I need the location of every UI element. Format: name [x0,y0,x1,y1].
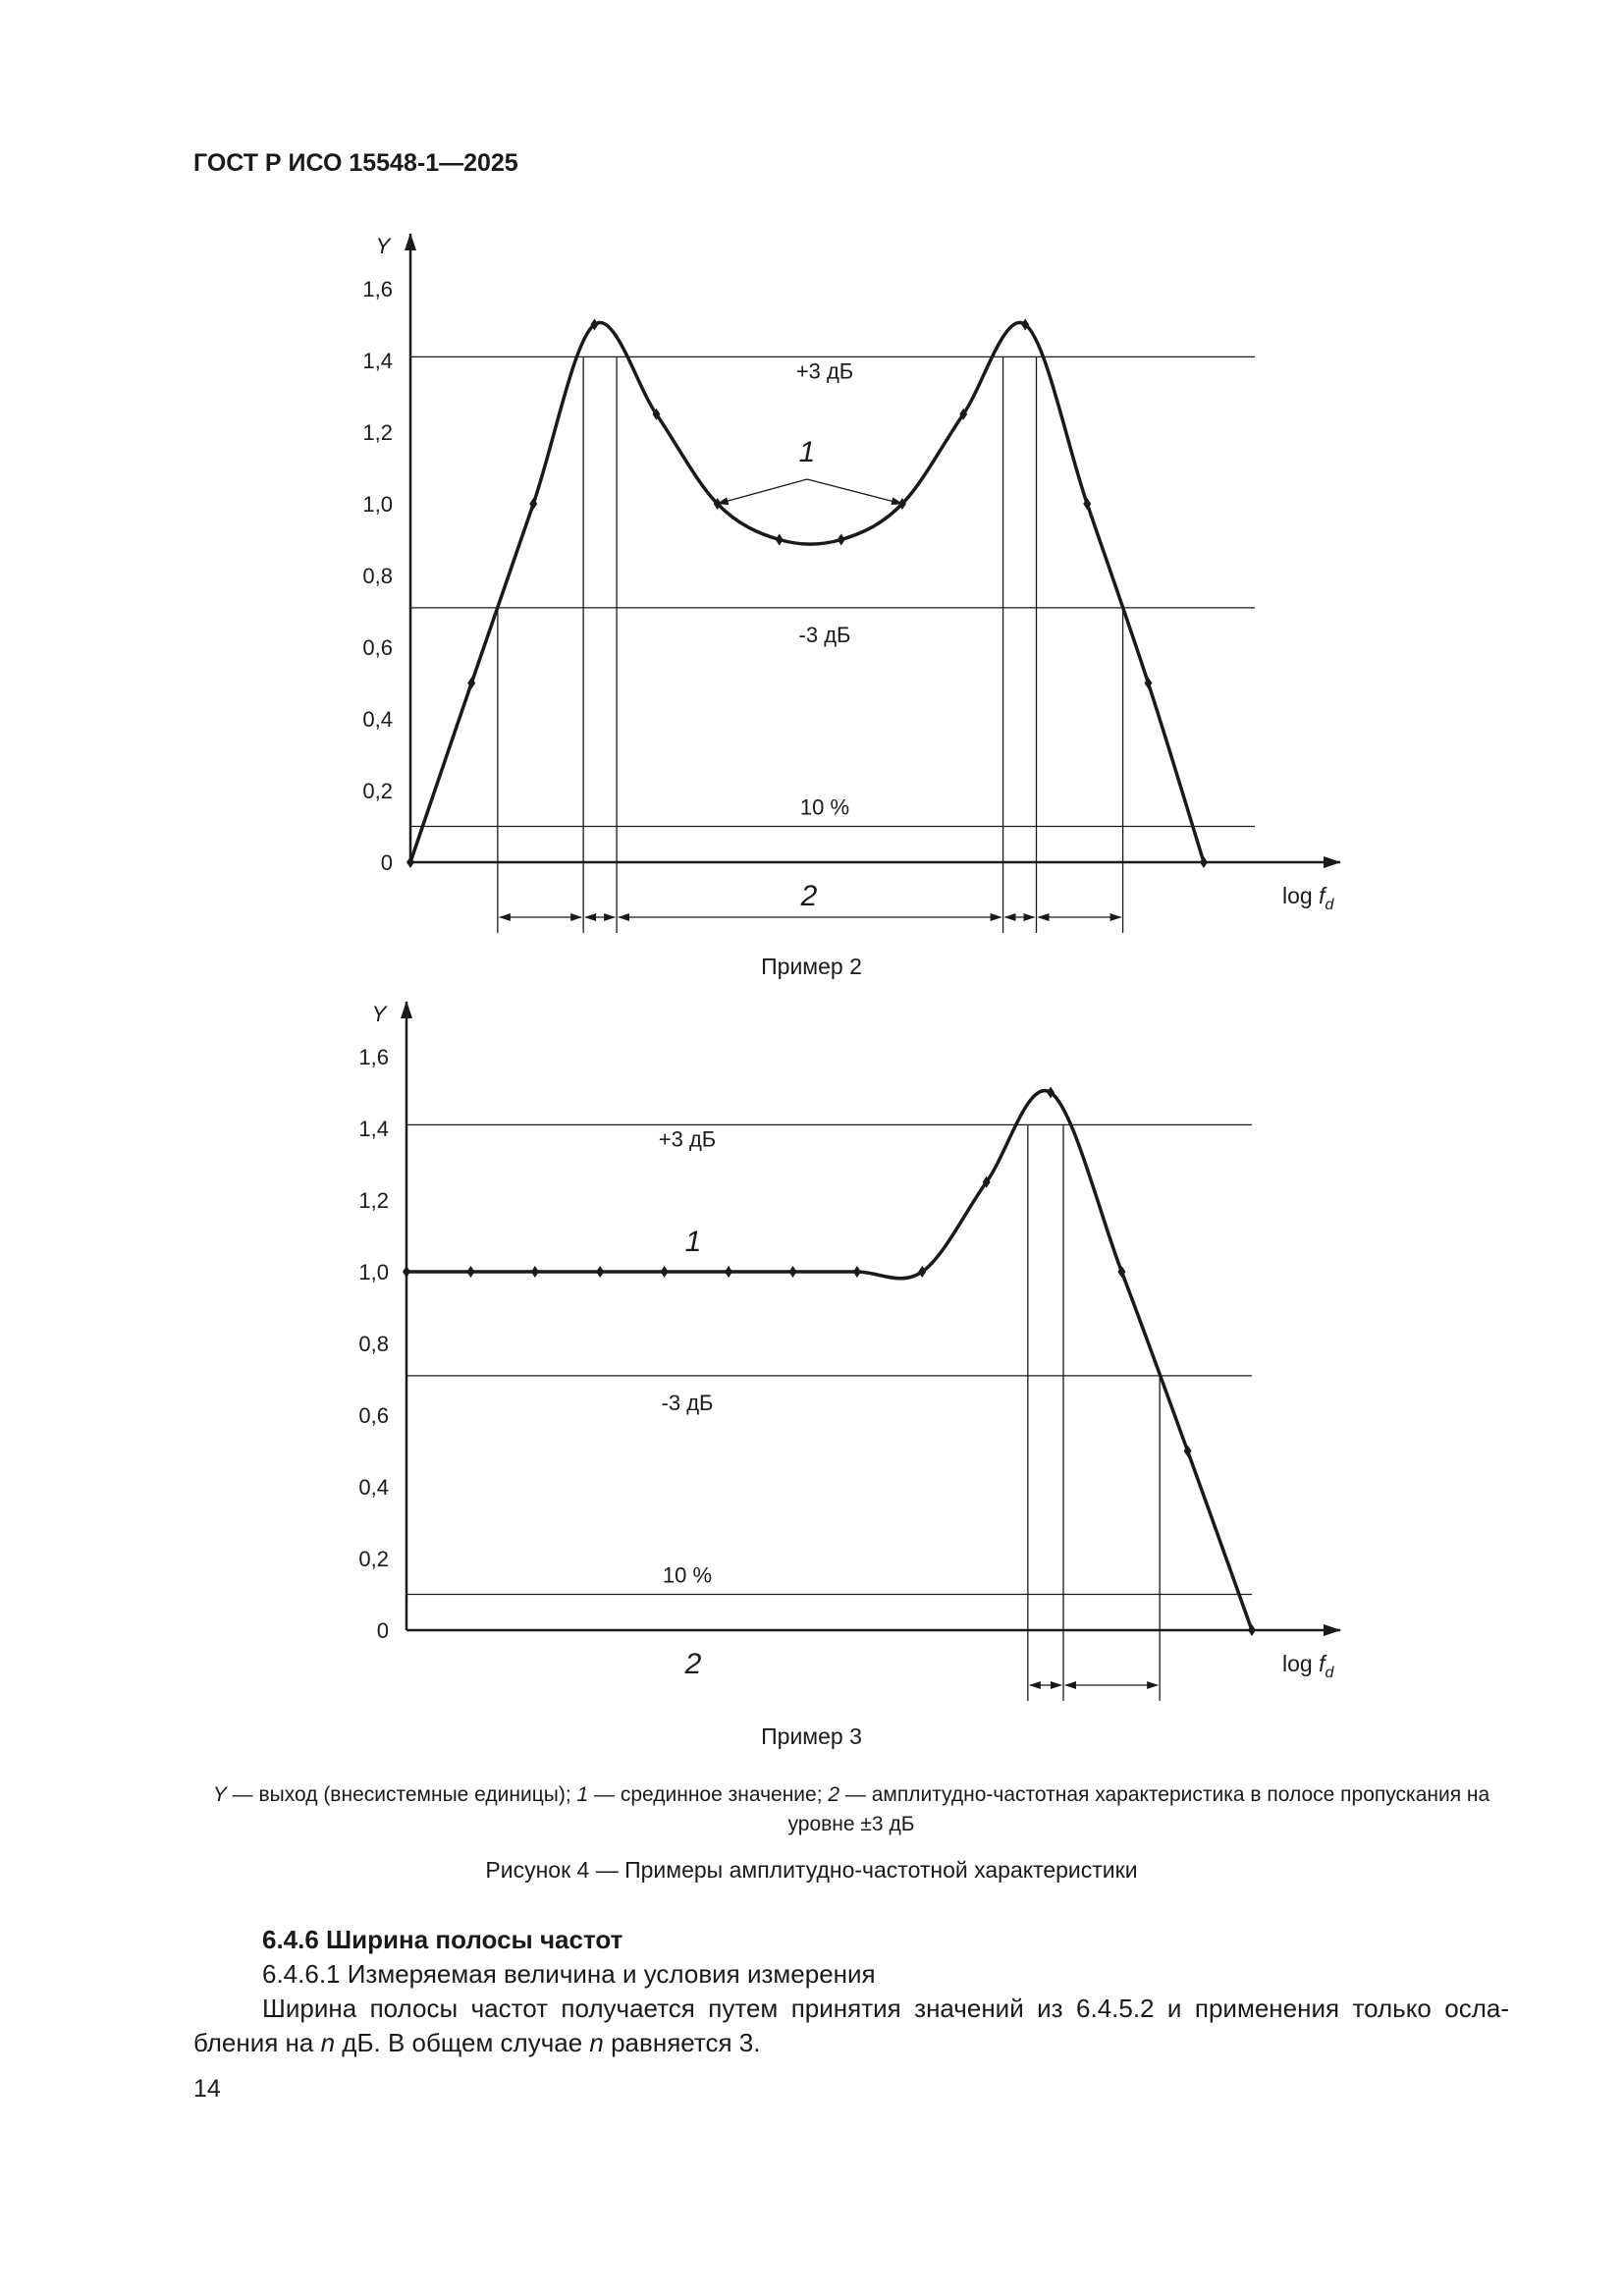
caption-example-3: Пример 3 [761,1723,862,1749]
y-tick-label: 0,8 [358,1332,389,1356]
y-tick-label: 0,8 [362,564,393,588]
median-leader-arrow [807,479,902,504]
bandwidth-label: 2 [800,880,818,912]
y-axis-label: Y [371,1002,387,1026]
y-axis-label: Y [375,234,391,258]
bandwidth-label: 2 [684,1648,702,1680]
data-point [776,534,784,546]
section-body [193,1923,1509,2060]
reference-line-label: +3 дБ [658,1126,717,1152]
median-label: 1 [798,436,816,468]
y-tick-label: 0 [376,1618,389,1643]
data-point [853,1266,861,1278]
page-number: 14 [193,2075,221,2103]
y-tick-label: 1,6 [358,1045,389,1069]
y-tick-label: 0,4 [362,707,393,732]
section-heading: 6.4.6 Ширина полосы частот [262,1925,623,1954]
section-paragraph [193,1992,1509,2060]
document-header: ГОСТ Р ИСО 15548-1—2025 [193,149,518,177]
subsection-title: 6.4.6.1 Измеряемая величина и условия измерения [262,1959,876,1989]
data-point [596,1266,604,1278]
legend-y-symbol: Y [212,1783,227,1806]
reference-line-label: +3 дБ [795,358,854,384]
data-point [661,1266,669,1278]
figure-title: Рисунок 4 — Примеры амплитудно-частотной характеристики [485,1857,1138,1883]
para-text-c: равняется 3. [603,2028,761,2057]
median-label: 1 [684,1226,702,1258]
y-tick-label: 1,2 [362,420,393,445]
para-var-n-1: n [320,2028,336,2057]
reference-line-label: 10 % [799,794,850,820]
y-tick-label: 0,6 [358,1403,389,1428]
para-text-b: дБ. В общем случае [335,2028,590,2057]
chart-example-2 [0,216,1623,943]
figure-legend [193,1780,1509,1839]
chart-example-3 [0,984,1623,1711]
reference-line-label: -3 дБ [661,1390,714,1415]
data-point [466,1266,474,1278]
data-point [788,1266,796,1278]
y-tick-label: 1,6 [362,277,393,301]
x-axis-label: $\log f_d$ [1282,1651,1334,1681]
y-tick-label: 0 [380,850,393,875]
response-curve [406,1091,1252,1630]
y-tick-label: 0,6 [362,635,393,660]
y-tick-label: 1,0 [362,492,393,517]
para-var-n-2: n [589,2028,604,2057]
y-tick-label: 0,4 [358,1475,389,1500]
response-curve [410,323,1204,862]
legend-2-symbol: 2 [828,1783,840,1806]
y-tick-label: 1,0 [358,1260,389,1285]
x-axis-label: $\log f_d$ [1282,883,1334,913]
y-tick-label: 0,2 [358,1547,389,1571]
para-text-a: Ширина полосы частот получается путем принятия значений из 6.4.5.2 и применения только осла-бления на [193,1994,1509,2057]
reference-line-label: 10 % [662,1562,713,1588]
reference-line-label: -3 дБ [798,622,851,647]
data-point [531,1266,539,1278]
legend-1-symbol: 1 [576,1783,589,1806]
y-tick-label: 0,2 [362,779,393,803]
data-point [838,534,845,546]
median-leader-arrow [718,479,807,504]
data-point [403,1266,410,1278]
data-point [725,1266,732,1278]
y-tick-label: 1,4 [358,1117,389,1141]
y-tick-label: 1,2 [358,1188,389,1213]
legend-2-desc: — амплитудно-частотная характеристика в полосе пропускания на уровне ±3 дБ [787,1783,1490,1835]
legend-1-desc: — срединное значение; [588,1783,829,1806]
y-tick-label: 1,4 [362,349,393,373]
caption-example-2: Пример 2 [761,954,862,979]
legend-y-desc: — выход (внесистемные единицы); [226,1783,577,1806]
